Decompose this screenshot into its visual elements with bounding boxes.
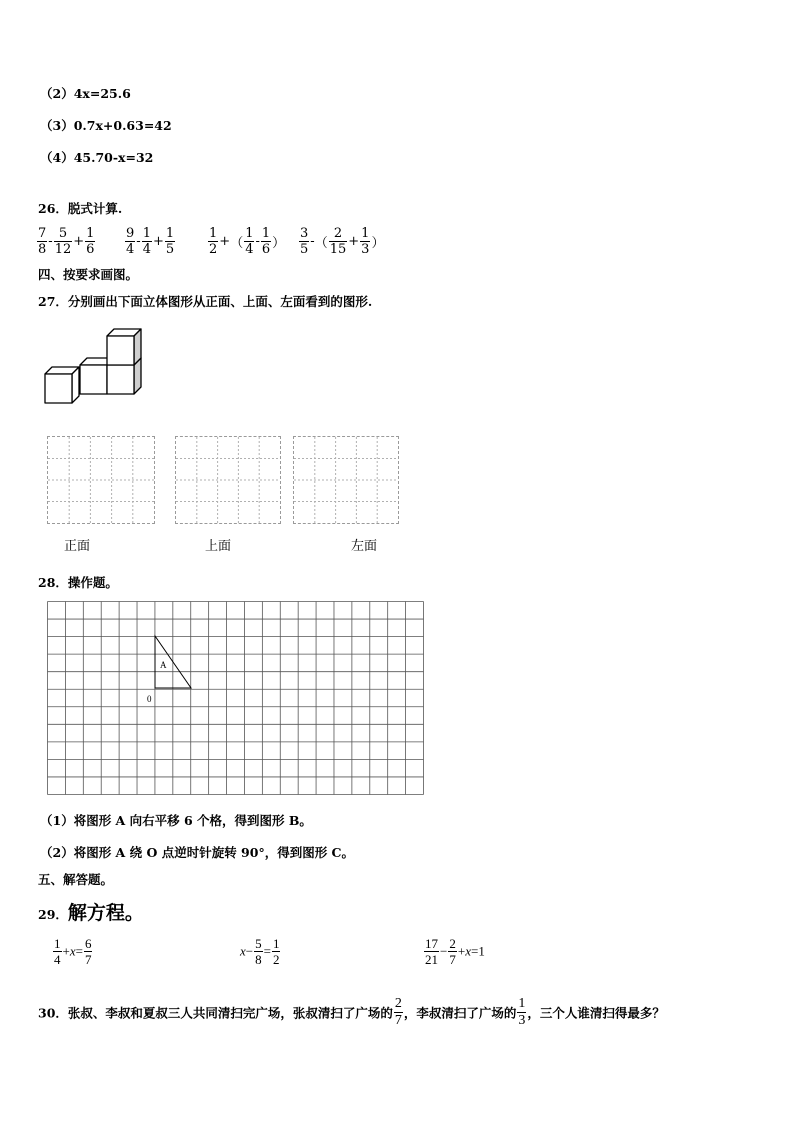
q28-part-1: （1）将图形 A 向右平移 6 个格，得到图形 B。 [40,813,312,828]
figure-a-label: A [160,660,167,670]
point-o-label: 0 [147,694,152,704]
q26-title: 26．脱式计算. [38,201,123,216]
section-4-heading: 四、按要求画图。 [38,267,139,282]
caption-top: 上面 [205,539,232,554]
section-5-heading: 五、解答题。 [38,872,114,887]
top-view-grid[interactable] [175,436,281,524]
q26-expr-1: $\frac{7}{8}$ - $\frac{5}{12}$ + $\frac{1}{6}$ [38,226,95,257]
q27-title: 27．分别画出下面立体图形从正面、上面、左面看到的图形. [38,294,373,309]
q29-equation-2: x− $\frac{5}{8}$ = $\frac{1}{2}$ [240,936,280,967]
equation-item-4: （4）45.70-x=32 [40,150,154,165]
equation-item-3: （3）0.7x+0.63=42 [40,118,172,133]
left-view-grid[interactable] [293,436,399,524]
q28-part-2: （2）将图形 A 绕 O 点逆时针旋转 90°，得到图形 C。 [40,845,354,860]
cube-stack-figure [40,328,152,408]
equation-item-2: （2）4x=25.6 [40,86,131,101]
q26-expr-2: $\frac{9}{4}$ - $\frac{1}{4}$ + $\frac{1}{5}$ [126,226,175,257]
q29-equation-3: $\frac{17}{21}$ − $\frac{2}{7}$ +x=1 [425,936,485,967]
operation-grid[interactable] [47,601,424,795]
front-view-grid[interactable] [47,436,155,524]
q29-title: 29．解方程。 [38,902,144,924]
caption-front: 正面 [64,539,91,554]
q28-title: 28．操作题。 [38,575,118,590]
q26-expr-3: $\frac{1}{2}$ +（ $\frac{1}{4}$ - $\frac{1}{6}$ ） [209,226,286,257]
caption-left: 左面 [351,539,378,554]
q30-question: 30．张叔、李叔和夏叔三人共同清扫完广场，张叔清扫了广场的 $\frac{2}{7}$ ，李叔清扫了广场的 $\frac{1}{3}$ ，三个人谁清扫得最多？ [38,996,665,1028]
q29-equation-1: $\frac{1}{4}$ +x= $\frac{6}{7}$ [54,936,92,967]
q26-expr-4: $\frac{3}{5}$ -（ $\frac{2}{15}$ + $\frac{1}{3}$ ） [300,226,385,257]
